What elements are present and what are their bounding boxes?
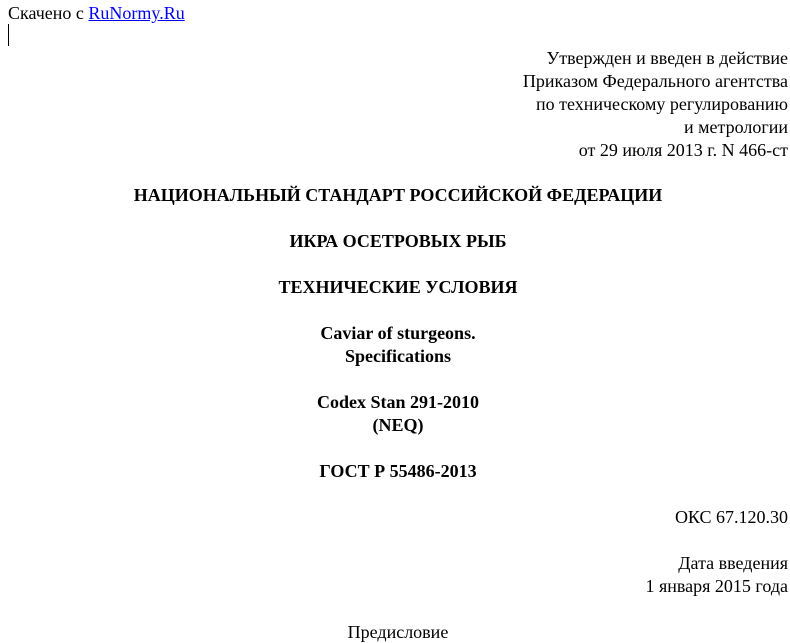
standard-subtitle: ТЕХНИЧЕСКИЕ УСЛОВИЯ (278, 277, 518, 297)
runormy-link[interactable]: RuNormy.Ru (88, 3, 185, 23)
approval-line-4: и метрологии (684, 117, 788, 137)
foreword-heading: Предисловие (347, 622, 449, 642)
approval-line-3: по техническому регулированию (535, 94, 788, 114)
approval-line-2: Приказом Федерального агентства (522, 71, 788, 91)
download-note (8, 2, 185, 24)
download-prefix: Скачено с (8, 3, 89, 23)
standard-heading: НАЦИОНАЛЬНЫЙ СТАНДАРТ РОССИЙСКОЙ ФЕДЕРАЦИИ (133, 185, 663, 205)
intro-date-value: 1 января 2015 года (645, 576, 788, 596)
codex-line-1: Codex Stan 291-2010 (316, 392, 479, 412)
oks-code: ОКС 67.120.30 (674, 507, 788, 527)
english-title-line-1: Caviar of sturgeons. (320, 323, 476, 343)
text-cursor (8, 24, 9, 46)
english-title-line-2: Specifications (345, 346, 451, 366)
intro-date-label: Дата введения (678, 553, 788, 573)
approval-line-1: Утвержден и введен в действие (546, 48, 788, 68)
codex-line-2: (NEQ) (372, 415, 424, 435)
standard-title: ИКРА ОСЕТРОВЫХ РЫБ (289, 231, 507, 251)
approval-line-5: от 29 июля 2013 г. N 466-ст (578, 140, 788, 160)
gost-number: ГОСТ Р 55486-2013 (319, 461, 477, 481)
